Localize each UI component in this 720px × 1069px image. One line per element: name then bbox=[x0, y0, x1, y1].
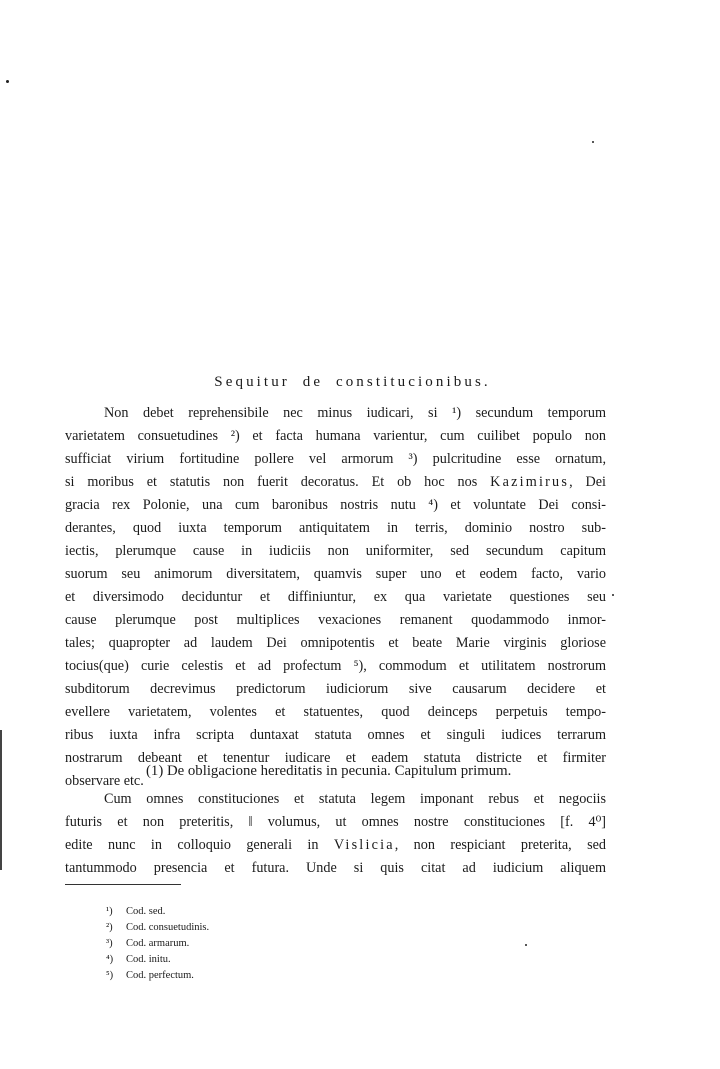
footnote-text: Cod. consuetudinis. bbox=[126, 922, 210, 933]
footnote-number: ¹) bbox=[106, 906, 113, 917]
footnote-text: Cod. initu. bbox=[126, 954, 171, 965]
footnote bbox=[106, 969, 194, 983]
footnote bbox=[106, 953, 171, 967]
body-line: et diversimodo deciduntur et diffiniuntur, ex qua varietate questiones seu bbox=[65, 589, 606, 605]
body-line: si moribus et statutis non fuerit decoratus. Et ob hoc nos Kazimirus, Dei bbox=[65, 474, 606, 490]
chapter-line: Cum omnes constituciones et statuta legem imponant rebus et negociis bbox=[104, 791, 606, 807]
spaced-name: Kazimirus bbox=[490, 474, 570, 490]
body-line: suorum seu animorum diversitatem, quamvis super uno et eodem facto, vario bbox=[65, 566, 606, 582]
body-line: tales; quapropter ad laudem Dei omnipotentis et beate Marie virginis gloriose bbox=[65, 635, 606, 651]
footnote bbox=[106, 905, 165, 919]
chapter-title: (1) De obligacione hereditatis in pecunia. Capitulum primum. bbox=[146, 763, 512, 779]
body-line: derantes, quod iuxta temporum antiquitatem in terris, dominio nostro sub- bbox=[65, 520, 606, 536]
scan-speck bbox=[592, 141, 594, 143]
body-line: subditorum decrevimus predictorum iudiciorum sive causarum decidere et bbox=[65, 681, 606, 697]
body-line: nostrarum debeant et tenentur iudicare et eadem statuta districte et firmiter bbox=[65, 750, 606, 766]
body-line: cause plerumque post multiplices vexaciones remanent quodammodo inmor- bbox=[65, 612, 606, 628]
body-line: Non debet reprehensibile nec minus iudicari, si ¹) secundum temporum bbox=[104, 405, 606, 421]
footnote bbox=[106, 937, 189, 951]
body-line: evellere varietatem, volentes et statuentes, quod deinceps perpetuis tempo- bbox=[65, 704, 606, 720]
body-line: observare etc. bbox=[65, 773, 144, 789]
footnote-text: Cod. perfectum. bbox=[126, 970, 194, 981]
footnote bbox=[106, 921, 209, 935]
scan-speck bbox=[612, 594, 614, 596]
scan-speck bbox=[6, 80, 9, 83]
chapter-line: futuris et non preteritis, ‖ volumus, ut omnes nostre constituciones [f. 4⁰] bbox=[65, 814, 606, 830]
spaced-place-name: Vislicia bbox=[333, 837, 395, 853]
section-heading: Sequitur de constitucionibus. bbox=[214, 374, 491, 390]
body-line: gracia rex Polonie, una cum baronibus nostris nutu ⁴) et voluntate Dei consi- bbox=[65, 497, 606, 513]
footnote-number: ³) bbox=[106, 938, 113, 949]
footnote-number: ⁴) bbox=[106, 954, 114, 965]
body-line: sufficiat virium fortitudine pollere vel armorum ³) pulcritudine esse ornatum, bbox=[65, 451, 606, 467]
chapter-line: tantummodo presencia et futura. Unde si quis citat ad iudicium aliquem bbox=[65, 860, 606, 876]
scan-edge bbox=[0, 730, 2, 870]
chapter-line: edite nunc in colloquio generali in Vislicia, non respiciant preterita, sed bbox=[65, 837, 606, 853]
footnote-number: ⁵) bbox=[106, 970, 114, 981]
footnote-rule bbox=[65, 884, 181, 885]
footnote-number: ²) bbox=[106, 922, 113, 933]
footnote-text: Cod. armarum. bbox=[126, 938, 190, 949]
scan-speck bbox=[525, 944, 527, 946]
footnote-text: Cod. sed. bbox=[126, 906, 166, 917]
body-line: ribus iuxta infra scripta duntaxat statuta omnes et singuli iudices terrarum bbox=[65, 727, 606, 743]
body-line: varietatem consuetudines ²) et facta humana varientur, cum cuilibet populo non bbox=[65, 428, 606, 444]
body-line: tocius(que) curie celestis et ad profectum ⁵), commodum et utilitatem nostrorum bbox=[65, 658, 606, 674]
body-line: iectis, plerumque cause in iudiciis non uniformiter, sed secundum capitum bbox=[65, 543, 606, 559]
